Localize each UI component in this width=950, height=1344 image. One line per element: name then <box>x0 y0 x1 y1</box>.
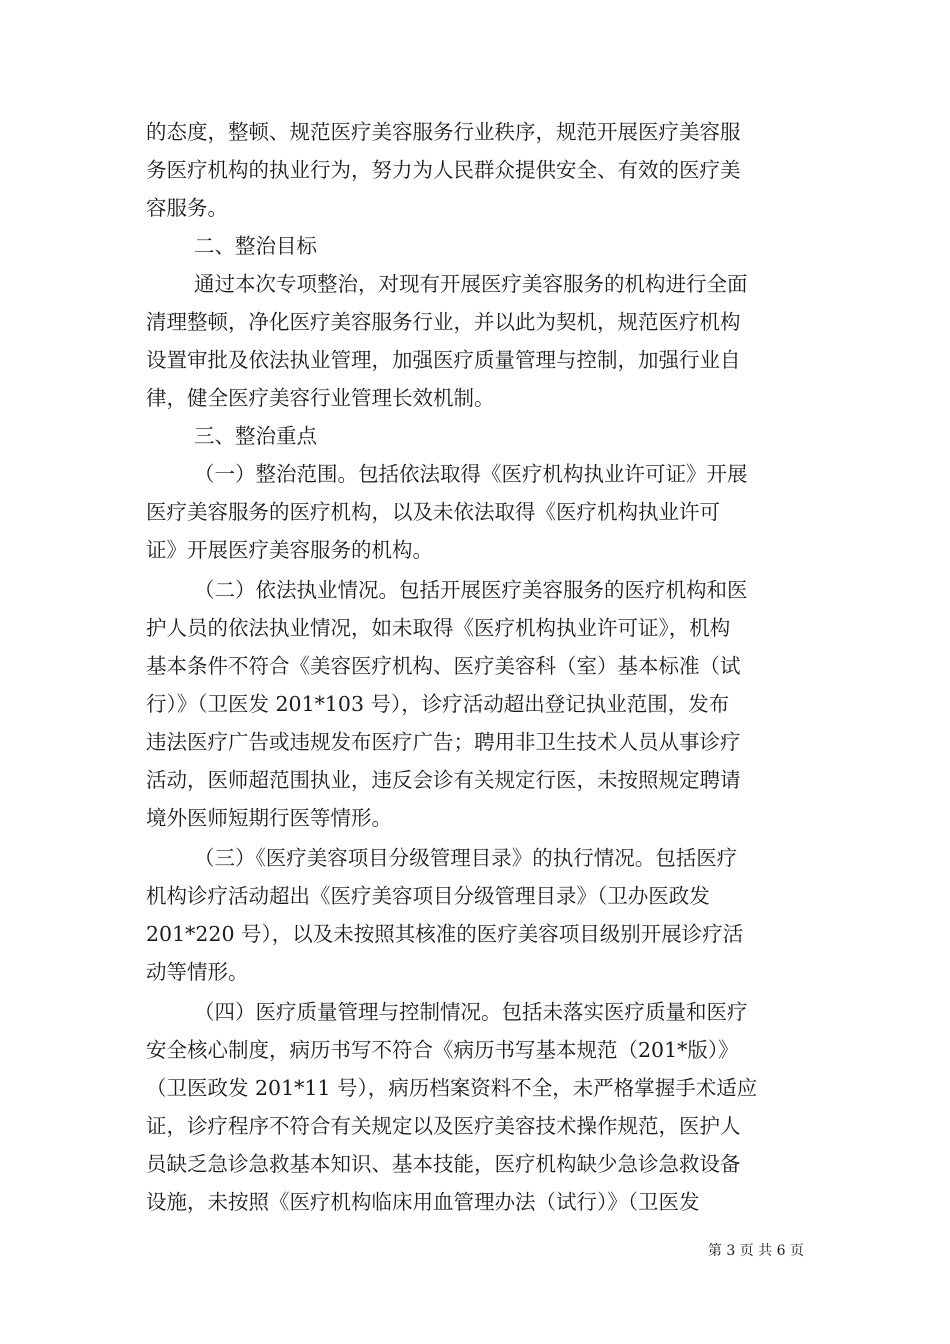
body-text-line: 护人员的依法执业情况，如未取得《医疗机构执业许可证》，机构 <box>146 616 731 640</box>
body-text-line: 清理整顿，净化医疗美容服务行业，并以此为契机，规范医疗机构 <box>146 310 741 334</box>
body-text-line: （一）整治范围。包括依法取得《医疗机构执业许可证》开展 <box>194 462 748 486</box>
body-text-line: 201*220 号），以及未按照其核准的医疗美容项目级别开展诊疗活 <box>146 922 744 946</box>
body-text-line: （三）《医疗美容项目分级管理目录》的执行情况。包括医疗 <box>194 846 738 870</box>
body-text-line: （二）依法执业情况。包括开展医疗美容服务的医疗机构和医 <box>194 578 748 602</box>
body-text-line: 员缺乏急诊急救基本知识、基本技能，医疗机构缺少急诊急救设备 <box>146 1152 741 1176</box>
body-text-line: 通过本次专项整治，对现有开展医疗美容服务的机构进行全面 <box>194 272 748 296</box>
body-text-line: 医疗美容服务的医疗机构，以及未依法取得《医疗机构执业许可 <box>146 500 720 524</box>
body-text-line: （卫医政发 201*11 号），病历档案资料不全，未严格掌握手术适应 <box>146 1076 758 1100</box>
body-text-line: 境外医师短期行医等情形。 <box>146 806 392 830</box>
body-text-line: 设置审批及依法执业管理，加强医疗质量管理与控制，加强行业自 <box>146 348 741 372</box>
body-text-line: 容服务。 <box>146 196 228 220</box>
body-text-line: 的态度，整顿、规范医疗美容服务行业秩序，规范开展医疗美容服 <box>146 120 741 144</box>
body-text-line: 证》开展医疗美容服务的机构。 <box>146 538 433 562</box>
body-text-line: 动等情形。 <box>146 960 249 984</box>
section-heading: 三、整治重点 <box>194 424 317 448</box>
body-text-line: 律，健全医疗美容行业管理长效机制。 <box>146 386 495 410</box>
body-text-line: 违法医疗广告或违规发布医疗广告；聘用非卫生技术人员从事诊疗 <box>146 730 741 754</box>
body-text-line: 安全核心制度，病历书写不符合《病历书写基本规范（201*版）》 <box>146 1038 739 1062</box>
section-heading: 二、整治目标 <box>194 234 317 258</box>
body-text-line: 活动，医师超范围执业，违反会诊有关规定行医，未按照规定聘请 <box>146 768 741 792</box>
body-text-line: 证，诊疗程序不符合有关规定以及医疗美容技术操作规范，医护人 <box>146 1114 741 1138</box>
body-text-line: 机构诊疗活动超出《医疗美容项目分级管理目录》（卫办医政发 <box>146 884 710 908</box>
page-number-footer: 第 3 页 共 6 页 <box>707 1243 804 1259</box>
body-text-line: 务医疗机构的执业行为，努力为人民群众提供安全、有效的医疗美 <box>146 158 741 182</box>
body-text-line: （四）医疗质量管理与控制情况。包括未落实医疗质量和医疗 <box>194 1000 748 1024</box>
body-text-line: 行）》（卫医发 201*103 号），诊疗活动超出登记执业范围，发布 <box>146 692 730 716</box>
body-text-line: 设施，未按照《医疗机构临床用血管理办法（试行）》（卫医发 <box>146 1190 700 1214</box>
body-text-line: 基本条件不符合《美容医疗机构、医疗美容科（室）基本标准（试 <box>146 654 741 678</box>
